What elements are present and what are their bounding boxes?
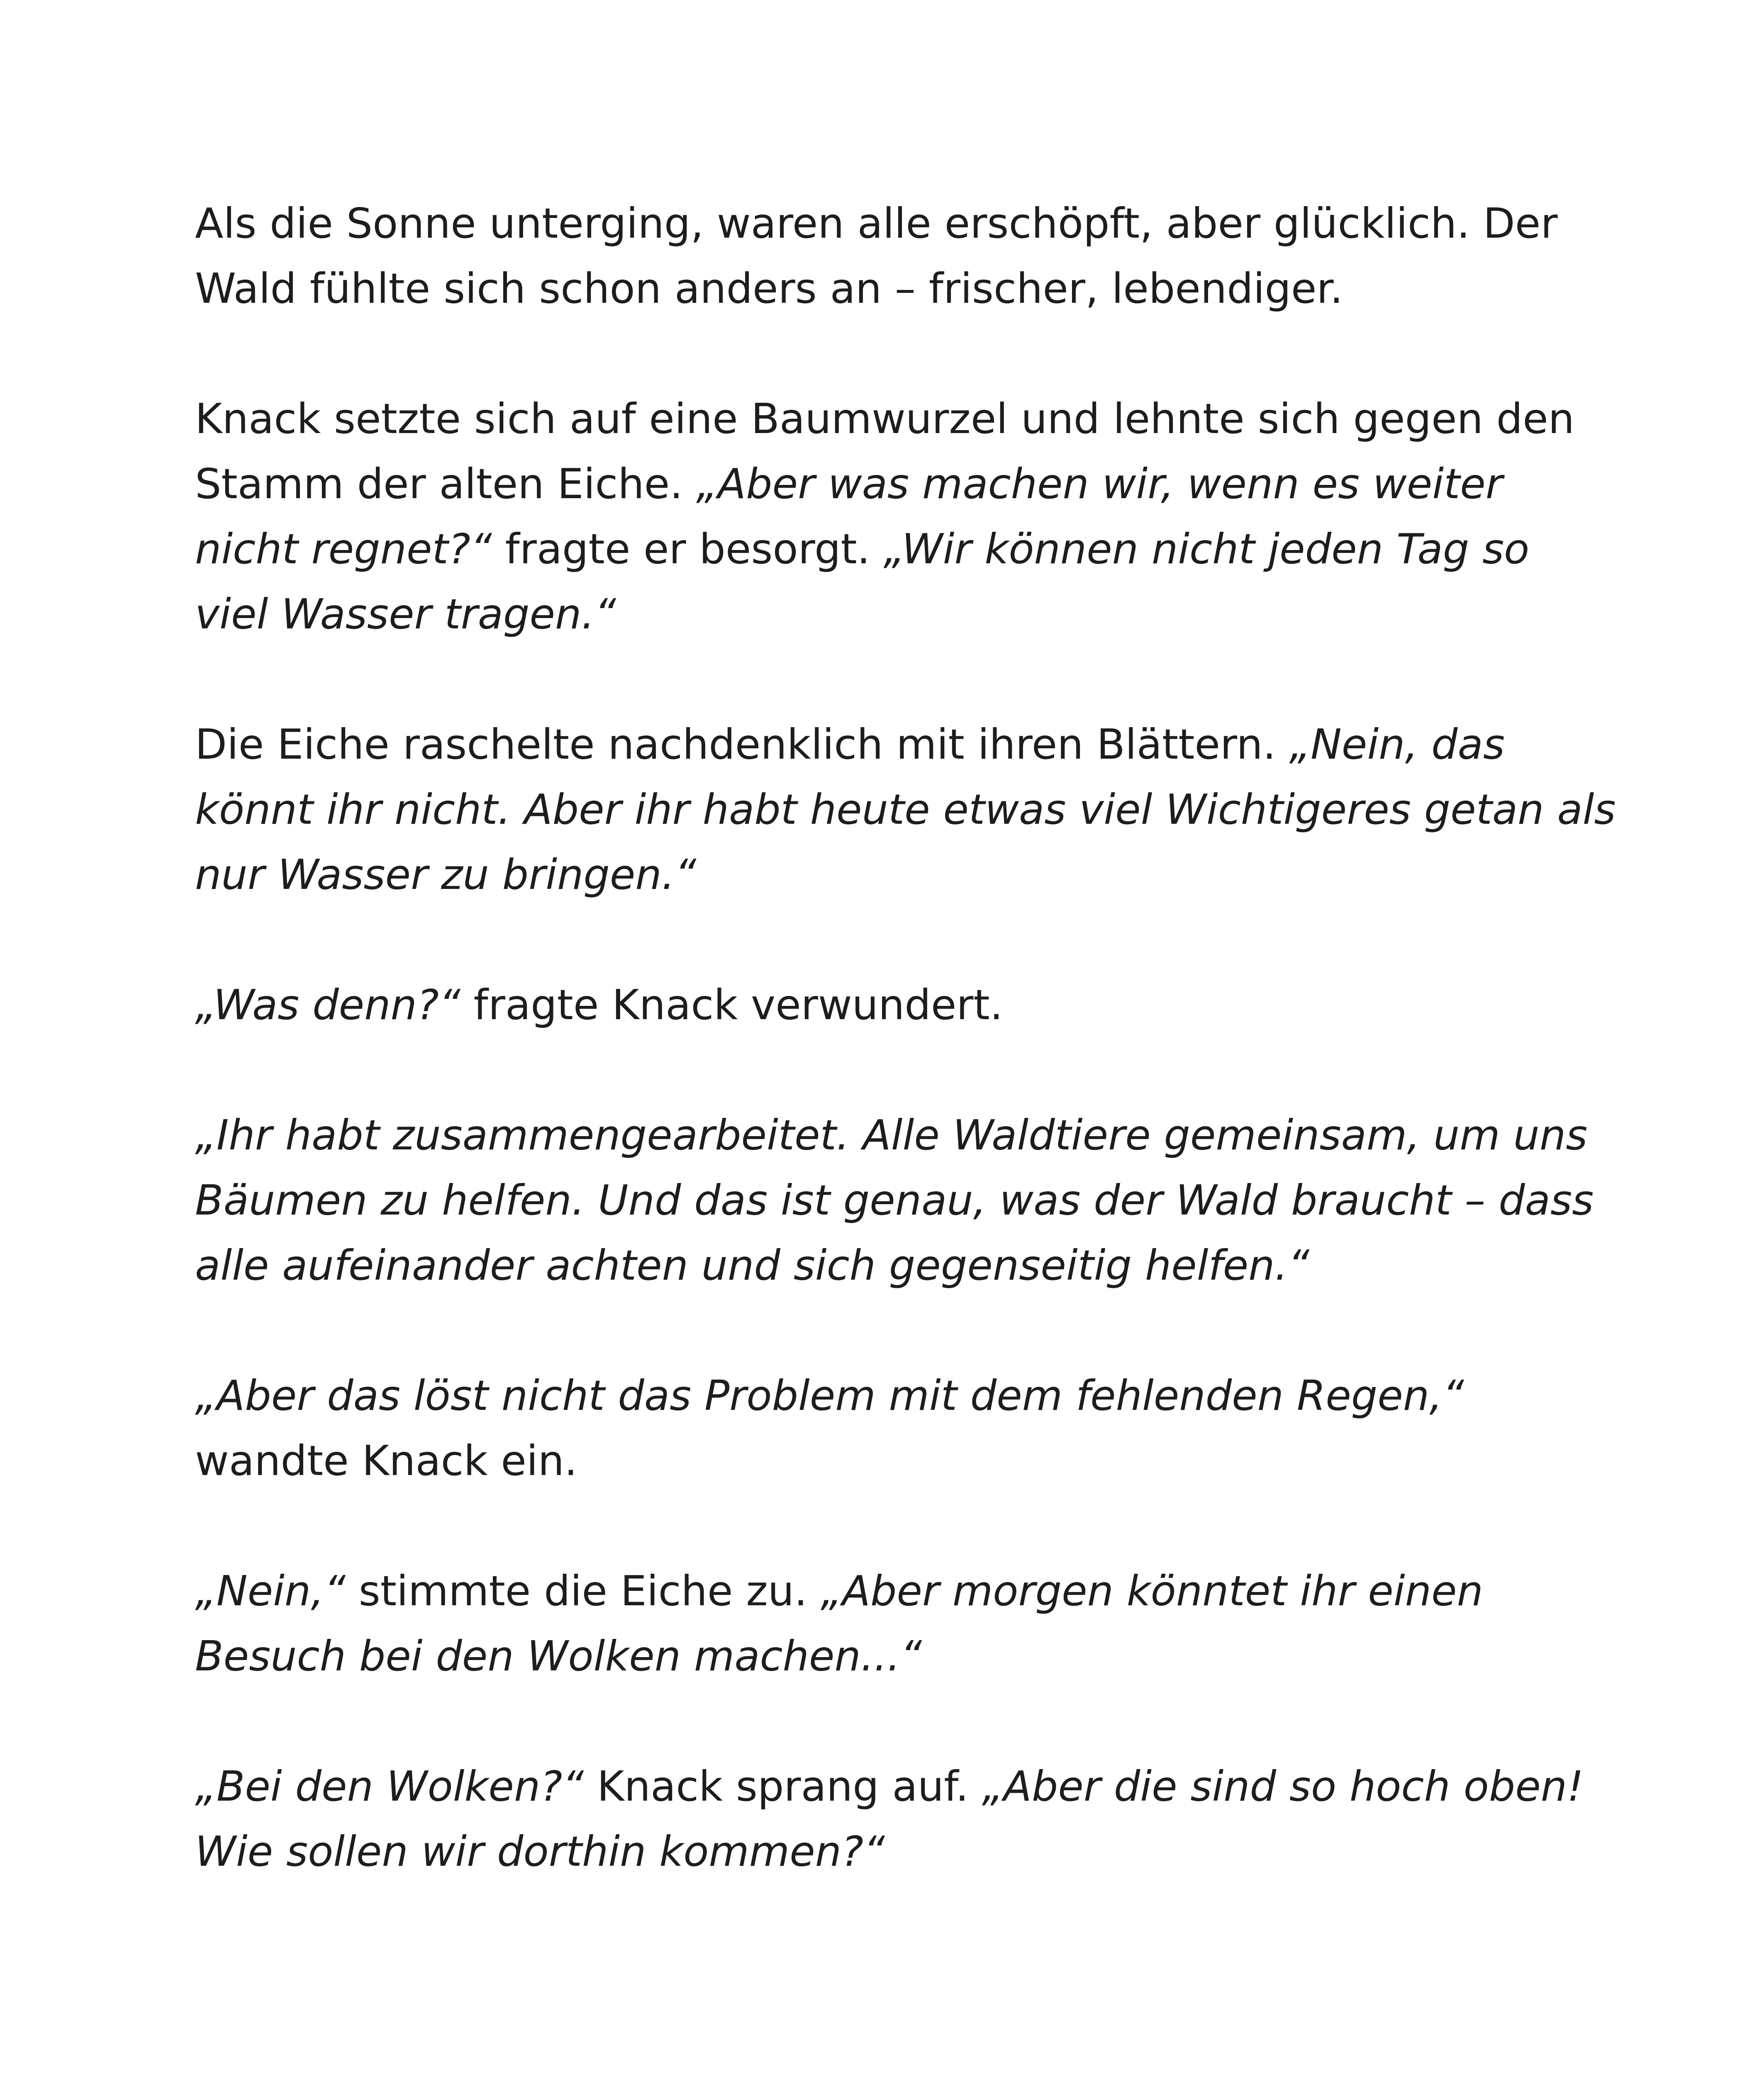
narration-text: fragte Knack verwundert. [460, 981, 1003, 1029]
dialogue-text: Wie sollen wir dorthin kommen?“ [195, 1827, 885, 1876]
dialogue-text: „Aber die sind so hoch oben! [982, 1762, 1584, 1811]
narration-text: wandte Knack ein. [195, 1436, 577, 1485]
text-line [195, 1233, 1606, 1298]
story-paragraph [195, 1558, 1606, 1689]
narration-text: Knack setzte sich auf eine Baumwurzel und lehnte sich gegen den [195, 394, 1575, 443]
text-line [195, 972, 1606, 1037]
text-line [195, 1428, 1606, 1493]
story-paragraph [195, 1363, 1606, 1493]
dialogue-text: „Aber morgen könntet ihr einen [820, 1567, 1483, 1615]
narration-text: Knack sprang auf. [584, 1762, 982, 1811]
text-line [195, 1819, 1606, 1884]
text-line [195, 842, 1606, 907]
dialogue-text: „Bei den Wolken?“ [195, 1762, 584, 1811]
text-line [195, 1754, 1606, 1819]
text-line [195, 1558, 1606, 1624]
dialogue-text: „Nein,“ [195, 1567, 346, 1615]
story-paragraph [195, 1103, 1606, 1298]
text-line [195, 1103, 1606, 1168]
dialogue-text: „Nein, das [1289, 720, 1505, 769]
dialogue-text: nur Wasser zu bringen.“ [195, 850, 697, 899]
text-line [195, 712, 1606, 777]
text-line [195, 516, 1606, 582]
narration-text: Die Eiche raschelte nachdenklich mit ihren Blättern. [195, 720, 1289, 769]
text-line [195, 451, 1606, 516]
dialogue-text: könnt ihr nicht. Aber ihr habt heute etwas viel Wichtigeres getan als [195, 785, 1616, 834]
text-line [195, 1624, 1606, 1689]
narration-text: Stamm der alten Eiche. [195, 460, 696, 508]
narration-text: fragte er besorgt. [492, 525, 884, 573]
text-line [195, 582, 1606, 647]
dialogue-text: viel Wasser tragen.“ [195, 590, 616, 638]
dialogue-text: Bäumen zu helfen. Und das ist genau, was der Wald braucht – dass [195, 1176, 1594, 1224]
dialogue-text: „Was denn?“ [195, 981, 460, 1029]
story-paragraph [195, 972, 1606, 1037]
text-line [195, 777, 1616, 842]
story-paragraph [195, 1754, 1606, 1884]
dialogue-text: „Ihr habt zusammengearbeitet. Alle Waldtiere gemeinsam, um uns [195, 1111, 1588, 1159]
dialogue-text: nicht regnet?“ [195, 525, 492, 573]
dialogue-text: „Aber was machen wir, wenn es weiter [696, 460, 1503, 508]
text-line [195, 1363, 1606, 1428]
dialogue-text: Besuch bei den Wolken machen...“ [195, 1632, 922, 1680]
dialogue-text: „Aber das löst nicht das Problem mit dem fehlenden Regen,“ [195, 1371, 1464, 1420]
narration-text: stimmte die Eiche zu. [345, 1567, 821, 1615]
text-line [195, 1168, 1606, 1233]
dialogue-text: „Wir können nicht jeden Tag so [883, 525, 1530, 573]
story-text [195, 191, 1616, 1949]
story-paragraph [195, 712, 1616, 907]
narration-text: Wald fühlte sich schon anders an – frischer, lebendiger. [195, 264, 1343, 313]
story-paragraph [195, 386, 1606, 647]
story-paragraph [195, 191, 1606, 321]
dialogue-text: alle aufeinander achten und sich gegenseitig helfen.“ [195, 1241, 1310, 1290]
text-line [195, 256, 1606, 321]
text-line [195, 386, 1606, 451]
text-line [195, 191, 1606, 256]
narration-text: Als die Sonne unterging, waren alle erschöpft, aber glücklich. Der [195, 199, 1558, 248]
